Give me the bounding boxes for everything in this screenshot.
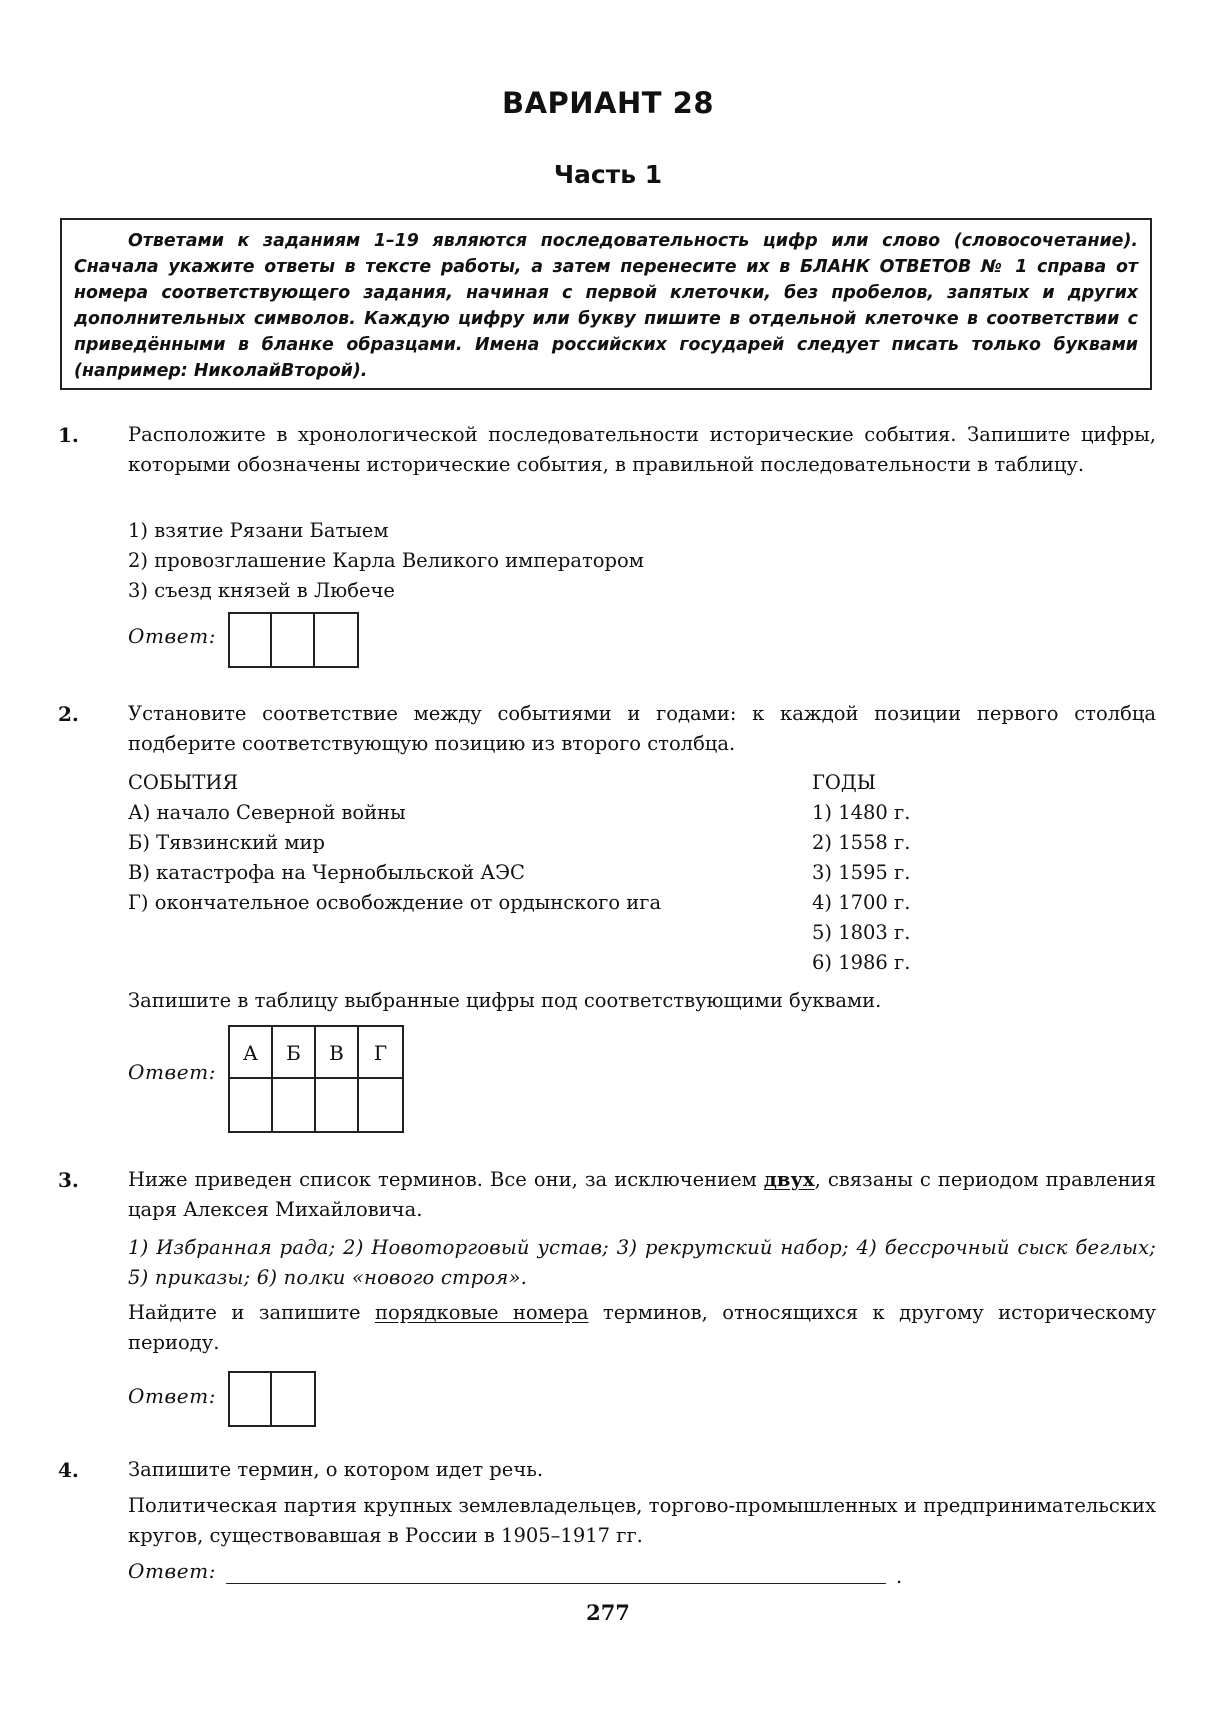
task-1-answer-label: Ответ: [128, 624, 217, 648]
event-item: В) катастрофа на Чернобыльской АЭС [128, 861, 525, 884]
task-2-number: 2. [58, 702, 79, 726]
task-3-emphasis: двух [763, 1168, 815, 1191]
task-3-text-c: , связаны с периодом правления царя Алексея Михайловича. [128, 1168, 1156, 1221]
task-2-text: Установите соответствие между событиями и годами: к каждой позиции первого столбца подберите соответствующую позицию из второго столбца. [128, 702, 1156, 755]
task-1-item: 2) провозглашение Карла Великого императором [128, 549, 644, 572]
task-2-answer-label: Ответ: [128, 1060, 217, 1084]
task-4-end-dot: . [896, 1565, 903, 1588]
task-2-instruction: Запишите в таблицу выбранные цифры под соответствующими буквами. [128, 989, 882, 1012]
year-item: 5) 1803 г. [812, 921, 911, 944]
part-title: Часть 1 [553, 160, 663, 189]
task-3-question-c: терминов, относящихся к другому историческому периоду. [128, 1301, 1157, 1354]
events-header: СОБЫТИЯ [128, 771, 239, 794]
task-3-answer-label: Ответ: [128, 1384, 217, 1408]
answer-cell[interactable] [230, 614, 272, 666]
column-letter: Г [359, 1027, 402, 1079]
year-item: 2) 1558 г. [812, 831, 911, 854]
task-1-item: 3) съезд князей в Любече [128, 579, 395, 602]
year-item: 3) 1595 г. [812, 861, 911, 884]
instructions-text: Ответами к заданиям 1–19 являются последовательность цифр или слово (словосочетание). Сначала укажите ответы в тексте работы, а затем перенесите их в БЛАНК ОТВЕТОВ № 1 справа от номера соответствующего задания, начиная с первой клеточки, без пробелов, запятых и других дополнительных символов. Каждую цифру или букву пишите в отдельной клеточке в соответствии с приведёнными в бланке образцами. Имена российских государей следует писать только буквами (например: НиколайВторой). [74, 231, 1138, 381]
task-3-question-underlined: порядковые номера [374, 1301, 589, 1324]
answer-cell[interactable] [273, 1079, 316, 1131]
task-3-terms: 1) Избранная рада; 2) Новоторговый устав; 3) рекрутский набор; 4) бессрочный сыск беглых; 5) приказы; 6) полки «нового строя». [128, 1236, 1156, 1289]
column-letter: А [230, 1027, 273, 1079]
task-3-text [128, 1165, 1156, 1225]
task-4-answer-line[interactable] [226, 1583, 886, 1584]
year-item: 1) 1480 г. [812, 801, 911, 824]
task-1-item: 1) взятие Рязани Батыем [128, 519, 389, 542]
page-number: 277 [586, 1600, 630, 1625]
answer-cell[interactable] [272, 614, 314, 666]
event-item: А) начало Северной войны [128, 801, 406, 824]
task-3-answer-cells[interactable] [228, 1371, 316, 1427]
task-1-text: Расположите в хронологической последовательности исторические события. Запишите цифры, которыми обозначены исторические события, в правильной последовательности в таблицу. [128, 423, 1156, 476]
task-3-question-a: Найдите и запишите [128, 1301, 375, 1324]
answer-cell[interactable] [316, 1079, 359, 1131]
task-1-answer-cells[interactable] [228, 612, 359, 668]
task-1-number: 1. [58, 423, 79, 447]
instructions-box [60, 218, 1152, 390]
answer-cell[interactable] [230, 1079, 273, 1131]
task-3-question [128, 1298, 1156, 1358]
year-item: 6) 1986 г. [812, 951, 911, 974]
year-item: 4) 1700 г. [812, 891, 911, 914]
task-2-answer-table[interactable] [228, 1025, 404, 1133]
answer-cell[interactable] [230, 1373, 272, 1425]
answer-cell[interactable] [359, 1079, 402, 1131]
event-item: Г) окончательное освобождение от ордынского ига [128, 891, 662, 914]
answer-cell[interactable] [272, 1373, 314, 1425]
variant-title: ВАРИАНТ 28 [501, 86, 715, 120]
column-letter: Б [273, 1027, 316, 1079]
task-4-number: 4. [58, 1458, 79, 1482]
task-3-text-a: Ниже приведен список терминов. Все они, за исключением [128, 1168, 764, 1191]
column-letter: В [316, 1027, 359, 1079]
years-header: ГОДЫ [812, 771, 876, 794]
task-4-text: Политическая партия крупных землевладельцев, торгово-промышленных и предпринимательских кругов, существовавшая в России в 1905–1917 гг. [128, 1494, 1156, 1547]
task-3-number: 3. [58, 1168, 79, 1192]
task-4-prompt: Запишите термин, о котором идет речь. [128, 1458, 544, 1481]
task-4-answer-label: Ответ: [128, 1559, 217, 1583]
answer-cell[interactable] [315, 614, 357, 666]
event-item: Б) Тявзинский мир [128, 831, 325, 854]
